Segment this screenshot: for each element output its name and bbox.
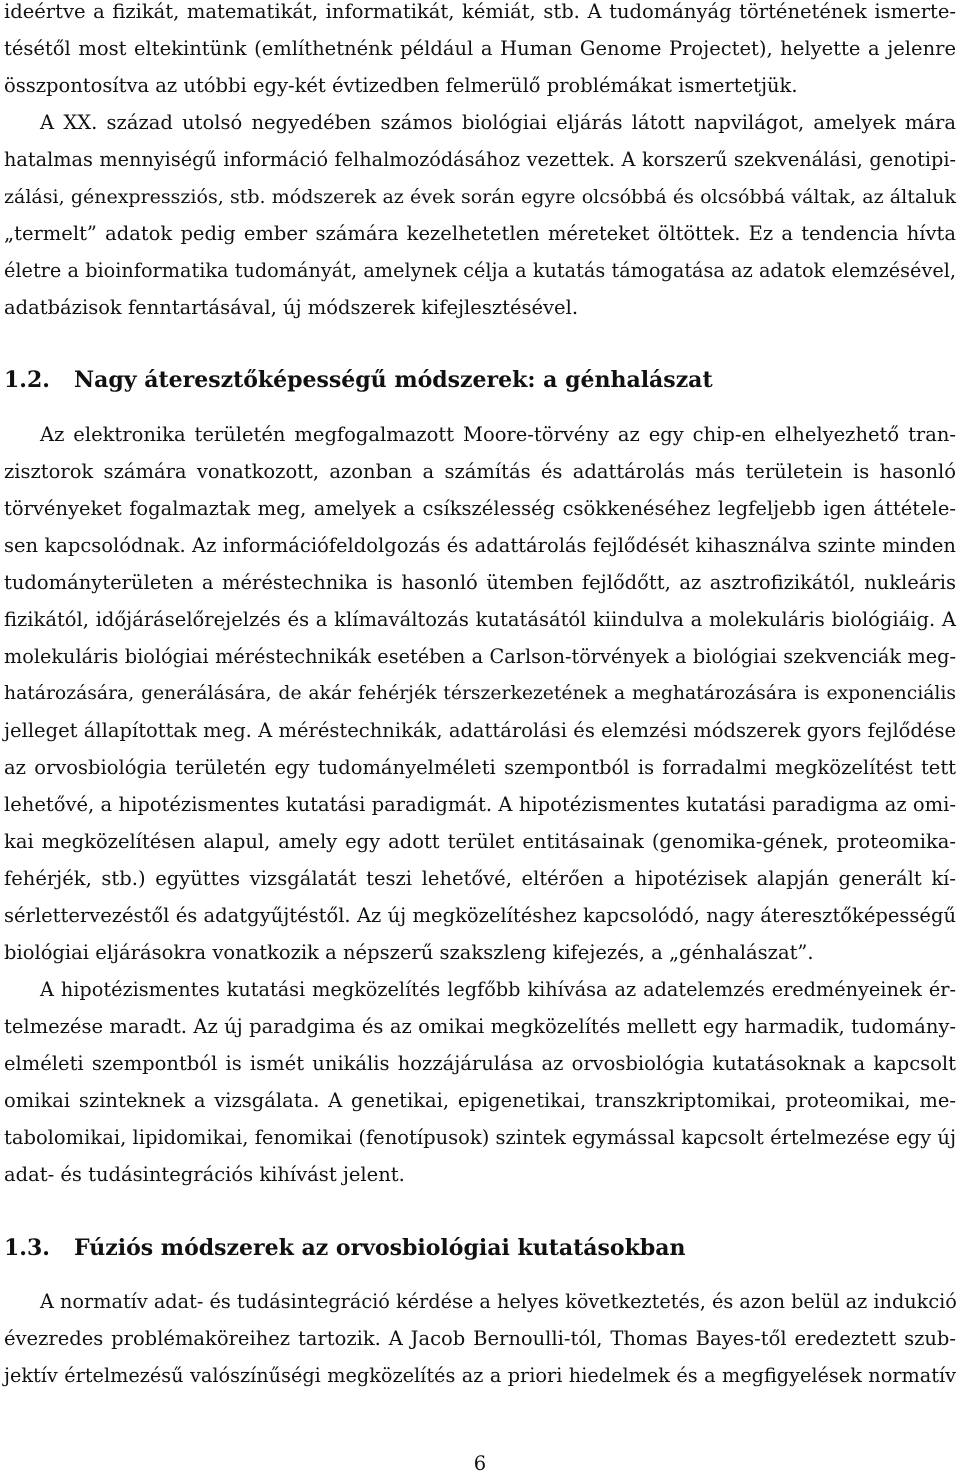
section-heading bbox=[4, 366, 956, 394]
text-line: A XX. század utolsó negyedében számos biológiai eljárás látott napvilágot, amelyek mára bbox=[40, 111, 956, 134]
text-line: fizikától, időjáráselőrejelzés és a klímaváltozás kutatásától kiindulva a molekuláris biológiáig. A bbox=[4, 608, 956, 631]
text-line: tésétől most eltekintünk (említhetnénk például a Human Genome Projectet), helyette a jelenre bbox=[4, 37, 956, 60]
text-line: sen kapcsolódnak. Az információfeldolgozás és adattárolás fejlődését kihasználva szinte minden bbox=[4, 534, 956, 557]
text-line: törvényeket fogalmaztak meg, amelyek a csíkszélesség csökkenéséhez legfeljebb igen áttétele- bbox=[4, 497, 956, 520]
text-line: ideértve a fizikát, matematikát, informatikát, kémiát, stb. A tudományág történetének ismerte- bbox=[4, 0, 956, 23]
text-line: Az elektronika területén megfogalmazott Moore-törvény az egy chip-en elhelyezhető tran- bbox=[40, 423, 956, 446]
text-line: sérlettervezéstől és adatgyűjtéstől. Az új megközelítéshez kapcsolódó, nagy áteresztőképességű bbox=[4, 904, 956, 927]
text-line: jektív értelmezésű valószínűségi megközelítés az a priori hiedelmek és a megfigyelések normatív bbox=[4, 1364, 956, 1387]
text-line: A hipotézismentes kutatási megközelítés legfőbb kihívása az adatelemzés eredményeinek ér- bbox=[40, 978, 956, 1001]
page-number: 6 bbox=[473, 1452, 487, 1475]
text-line: jelleget állapítottak meg. A méréstechnikák, adattárolási és elemzési módszerek gyors fejlődése bbox=[4, 719, 956, 742]
text-line: életre a bioinformatika tudományát, amelynek célja a kutatás támogatása az adatok elemzésével, bbox=[4, 259, 956, 282]
section-number: 1.2. bbox=[4, 367, 50, 393]
text-line: összpontosítva az utóbbi egy-két évtizedben felmerülő problémákat ismertetjük. bbox=[4, 74, 798, 97]
text-line: fehérjék, stb.) együttes vizsgálatát teszi lehetővé, eltérően a hipotézisek alapján generált kí- bbox=[4, 867, 956, 890]
text-line: kai megközelítésen alapul, amely egy adott terület entitásainak (genomika-gének, proteomika- bbox=[4, 830, 956, 853]
text-line: „termelt” adatok pedig ember számára kezelhetetlen méreteket öltöttek. Ez a tendencia hívta bbox=[4, 222, 956, 245]
text-line: adatbázisok fenntartásával, új módszerek kifejlesztésével. bbox=[4, 296, 579, 319]
text-line: zisztorok számára vonatkozott, azonban a számítás és adattárolás más területein is hasonló bbox=[4, 460, 956, 483]
text-line: tabolomikai, lipidomikai, fenomikai (fenotípusok) szintek egymással kapcsolt értelmezése egy új bbox=[4, 1126, 956, 1149]
section-title: Nagy áteresztőképességű módszerek: a génhalászat bbox=[74, 367, 713, 393]
text-line: omikai szinteknek a vizsgálata. A genetikai, epigenetikai, transzkriptomikai, proteomikai, me- bbox=[4, 1089, 956, 1112]
text-line: évezredes problémaköreihez tartozik. A Jacob Bernoulli-tól, Thomas Bayes-től eredeztett szub- bbox=[4, 1327, 956, 1350]
text-line: biológiai eljárásokra vonatkozik a népszerű szakszleng kifejezés, a „génhalászat”. bbox=[4, 941, 814, 964]
text-line: hatalmas mennyiségű információ felhalmozódásához vezettek. A korszerű szekvenálási, genotipi- bbox=[4, 148, 956, 171]
text-line: az orvosbiológia területén egy tudományelméleti szempontból is forradalmi megközelítést tett bbox=[4, 756, 956, 779]
text-line: lehetővé, a hipotézismentes kutatási paradigmát. A hipotézismentes kutatási paradigma az omi- bbox=[4, 793, 956, 816]
text-line: tudományterületen a méréstechnika is hasonló ütemben fejlődőtt, az asztrofizikától, nukleáris bbox=[4, 571, 956, 594]
text-line: zálási, génexpressziós, stb. módszerek az évek során egyre olcsóbbá és olcsóbbá váltak, az általuk bbox=[4, 186, 956, 208]
section-title: Fúziós módszerek az orvosbiológiai kutatásokban bbox=[74, 1235, 686, 1261]
section-number: 1.3. bbox=[4, 1235, 50, 1261]
text-line: A normatív adat- és tudásintegráció kérdése a helyes következtetés, és azon belül az indukció bbox=[40, 1290, 957, 1313]
text-line: határozására, generálására, de akár fehérjék térszerkezetének a meghatározására is exponenciális bbox=[4, 683, 956, 704]
section-heading bbox=[4, 1234, 956, 1262]
text-line: elméleti szempontból is ismét unikális hozzájárulása az orvosbiológia kutatásoknak a kapcsolt bbox=[4, 1052, 956, 1075]
text-line: telmezése maradt. Az új paradgima és az omikai megközelítés mellett egy harmadik, tudomány- bbox=[4, 1015, 956, 1038]
text-line: molekuláris biológiai méréstechnikák esetében a Carlson-törvények a biológiai szekvenciák meg- bbox=[4, 645, 956, 668]
text-line: adat- és tudásintegrációs kihívást jelent. bbox=[4, 1163, 405, 1186]
